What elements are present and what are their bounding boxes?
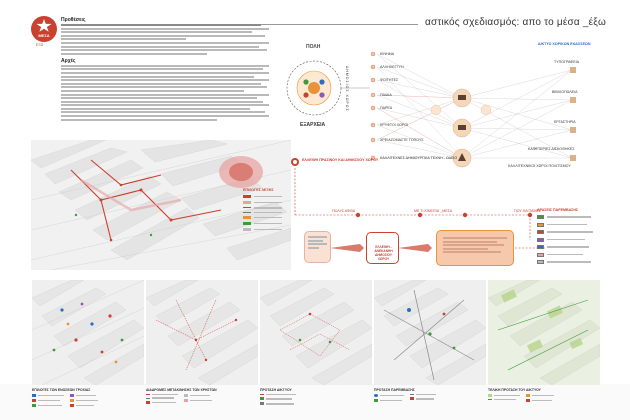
bottom-legend-3-title: ΠΡΟΤΑΣΗ ΔΙΚΤΥΟΥ: [260, 388, 292, 392]
bottom-legend-5: [488, 388, 600, 404]
bottom-legend-5-title: ΤΕΛΙΚΗ ΠΡΟΤΑΣΗ ΤΟΥ ΔΙΚΤΥΟΥ: [488, 388, 541, 392]
intervention-legend-title: ΔΡΑΣΕΙΣ ΠΑΡΕΜΒΑΣΗΣ: [537, 208, 579, 212]
node-left-3: ΠΑΙΔΙΑ: [380, 93, 392, 97]
bottom-map-3: [260, 280, 372, 385]
flow-center-label: ΕΛΛΕΙΨΗ - ΑΝΕΚΑΝΗΗ ΔΗΜΟΣΙΟΥ ΧΩΡΟΥ: [374, 245, 393, 261]
node-right-2: ΕΡΓΑΣΤΗΡΙΑ: [554, 120, 576, 124]
node-right-3: ΚΑΦΕΤΕΡΙΕΣ ΔΙΣΚΟΘΗΚΕΣ: [528, 147, 575, 151]
bottom-map-2: [146, 280, 258, 385]
star-icon: [36, 19, 52, 33]
flow-header-label: ΕΛΛΕΙΨΗ ΠΡΑΣΙΝΟΥ ΚΑΙ ΔΗΜΟΣΙΟΥ ΧΩΡΟΥ: [302, 158, 379, 162]
node-left-4: ΠΑΡΕΑ: [380, 106, 393, 110]
page-title: αστικός σχεδιασμός: απο το μέσα _έξω: [425, 17, 606, 28]
logo-text: ΜΕΣΑ: [38, 33, 50, 38]
bottom-legend-3: [260, 388, 372, 407]
flow-step-3: ΠΟΥ ΘΑ ΠΑΜΕΣ: [514, 209, 542, 213]
bottom-legend-1: [32, 388, 144, 409]
flow-box-left: [304, 231, 331, 263]
flow-step-2: ΜΕ ΤΙ ΚΙΝΕΙΤΑΙ _ΜΕΣΑ: [414, 209, 453, 213]
node-right-1: ΒΙΒΛΙΟΠΩΛΕΙΑ: [552, 90, 578, 94]
bottom-map-1: [32, 280, 144, 385]
node-left-2: ΦΟΙΤΗΤΕΣ: [380, 78, 399, 82]
flow-box-center: [366, 232, 399, 264]
logo-badge: [31, 16, 57, 42]
flow-box-right: [436, 230, 514, 266]
map-legend-title: ΕΠΙΛΟΓΕΣ ΛΕΞΗΣ: [243, 188, 274, 192]
node-left-6: ΧΡΕΙΑΖΟΜΑΣΤΕ ΤΟΠΟΥΣ: [380, 138, 424, 142]
flow-step-1: ΠΟΛΥΣ ΑΦΘΑ: [332, 209, 356, 213]
public-space-label: ΔΗΜΟΣΙΟΣ ΧΩΡΟΣ: [345, 66, 349, 112]
bottom-legend-2-title: ΔΙΑΔΡΟΜΕΣ ΜΕΤΑΚΙΝΗΣΗΣ ΤΩΝ ΧΡΗΣΤΩΝ: [146, 388, 217, 392]
intro-heading-2: Αρχές: [61, 57, 76, 64]
node-left-5: ΚΡΥΦΤΟΙ ΧΩΡΟΙ: [380, 123, 409, 127]
bottom-legend-1-title: ΕΠΙΛΟΓΕΣ ΤΩΝ ΕΝΩΣΕΩΝ ΤΡΟΧΙΑΣ: [32, 388, 91, 392]
logo-subtext: ΕΞΩ: [36, 43, 44, 47]
bottom-legend-4: [374, 388, 486, 404]
node-left-1: ΑΛΛΗΛΕΓΓΥΗ: [380, 65, 404, 69]
node-left-0: ΚΙΝΗΜΑ: [380, 52, 394, 56]
node-right-4: ΚΑΛΛΙΤΕΧΝΙΚΟΙ ΧΩΡΟΙ ΠΟΛΙΤΙΣΜΟΥ: [508, 164, 571, 168]
node-left-7: ΚΑΛΛΙΤΕΧΝΕΣ ΔΗΜΙΟΥΡΓΙΚΑ ΤΕΧΝΗ - ΩΔΕΙΟ: [380, 156, 458, 160]
intervention-legend: [537, 208, 603, 268]
network-title: ΔΙΚΤΥΟ ΧΩΡΙΚΩΝ ΕΚΔΟΣΕΩΝ: [538, 42, 591, 46]
intro-heading: Προθέσεις: [61, 17, 86, 23]
bottom-map-4: [374, 280, 486, 385]
intro-text: [61, 17, 269, 127]
city-label: ΠΟΛΗ: [306, 44, 321, 50]
exarchia-label: ΕΞΑΡΧΕΙΑ: [300, 122, 326, 128]
bottom-legend-4-title: ΠΡΟΤΑΣΗ ΠΑΡΕΜΒΑΣΗΣ: [374, 388, 415, 392]
bottom-legend-2: [146, 388, 258, 406]
bottom-map-5: [488, 280, 600, 385]
node-right-0: ΤΥΠΟΓΡΑΦΕΙΑ: [554, 60, 580, 64]
